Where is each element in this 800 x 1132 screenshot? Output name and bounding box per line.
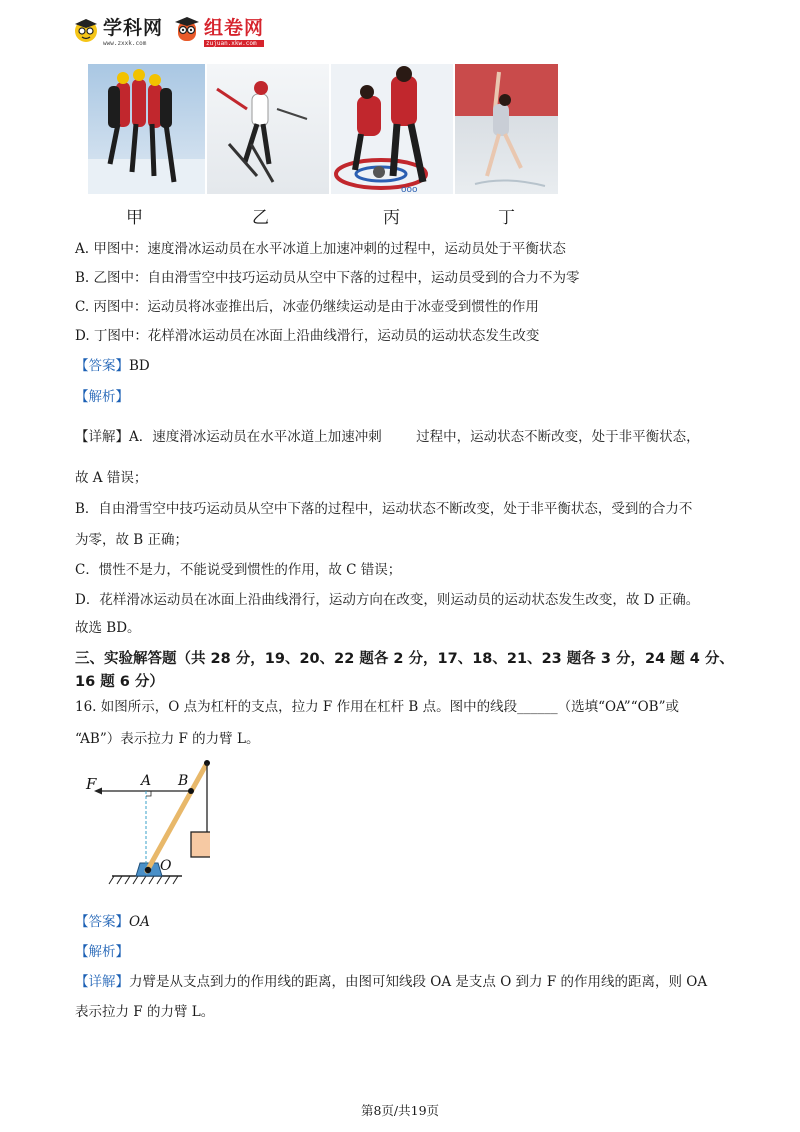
q16-answer-value: OA [129,914,150,930]
q16-analysis-tag: 【解析】 [75,944,129,960]
q15-answer [75,356,150,376]
option-a: A. 甲图中：速度滑冰运动员在水平冰道上加速冲刺的过程中，运动员处于平衡状态 [75,241,566,257]
q16-detail-text: 力臂是从支点到力的作用线的距离，由图可知线段 OA 是支点 O 到力 F 的作用线的距离，则 OA [129,974,708,990]
photo-aerial-skiing [207,64,329,194]
q15-detail-line-3: B．自由滑雪空中技巧运动员从空中下落的过程中，运动状态不断改变，处于非平衡状态，受到的合力不 [75,501,693,517]
right-angle-mark [146,791,151,796]
header-logos [72,12,264,48]
detail-tag: 【详解】 [75,974,129,990]
q15-detail-line-4: 为零，故 B 正确； [75,532,189,548]
q15-detail-line-5: C．惯性不是力，不能说受到惯性的作用，故 C 错误； [75,562,402,578]
option-d: D. 丁图中：花样滑冰运动员在冰面上沿曲线滑行，运动员的运动状态发生改变 [75,328,540,344]
figure-label-jia: 甲 [126,208,143,228]
section-heading-line-1: 三、实验解答题（共 28 分，19、20、22 题各 2 分，17、18、21、23 题各 3 分，24 题 4 分、 [75,651,734,667]
section-heading-line-2: 16 题 6 分） [75,674,164,690]
q15-answer-value: BD [129,358,150,374]
pivot-o-point [145,867,151,873]
logo-zxxk [72,13,163,47]
q15-detail-line-7: 故选 BD。 [75,620,141,636]
logo2-name: 组卷网 [204,17,265,39]
label-f: F [86,775,97,793]
label-b: B [178,773,189,789]
logo1-url: www.zxxk.com [103,40,147,47]
photo-curling [331,64,453,194]
q16-answer [75,912,150,932]
label-a: A [141,773,152,789]
point-b [188,788,194,794]
mascot-owl-icon [173,15,201,45]
svg-text:ooo: ooo [401,185,418,194]
photo-figure-skating [455,64,558,194]
answer-tag: 【答案】 [75,358,129,374]
photo-speed-skating [88,64,205,194]
logo1-name: 学科网 [103,17,164,39]
figure-label-ding: 丁 [498,208,515,228]
lever-diagram [80,755,210,890]
q15-detail-line-1 [75,427,700,447]
q15-detail-line-2: 故 A 错误； [75,470,148,486]
q15-detail-text: A．速度滑冰运动员在水平冰道上加速冲刺 过程中，运动状态不断改变，处于非平衡状态， [129,429,700,445]
figure-label-bing: 丙 [383,208,400,228]
q16-detail-line-1 [75,972,707,992]
detail-tag: 【详解】 [75,429,129,445]
logo2-sub: zujuan.xkw.com [204,40,264,47]
q16-detail-line-2: 表示拉力 F 的力臂 L。 [75,1004,215,1020]
q15-analysis-tag: 【解析】 [75,389,129,405]
mascot-face-icon [72,16,100,44]
hanging-block [191,832,210,857]
q16-stem-line-2: “AB”）表示拉力 F 的力臂 L。 [75,731,260,747]
q15-detail-line-6: D．花样滑冰运动员在冰面上沿曲线滑行，运动方向在改变，则运动员的运动状态发生改变，故 D 正确。 [75,592,700,608]
q16-stem-line-1: 16. 如图所示，O 点为杠杆的支点，拉力 F 作用在杠杆 B 点。图中的线段______（选填“OA”“OB”或 [75,699,679,715]
page-footer: 第8页/共19页 [360,1103,440,1118]
label-o: O [160,858,172,874]
answer-tag: 【答案】 [75,914,129,930]
option-b: B. 乙图中：自由滑雪空中技巧运动员从空中下落的过程中，运动员受到的合力不为零 [75,270,580,286]
figure-label-yi: 乙 [252,208,269,228]
ground-hatch [109,876,178,884]
logo-zujuan [173,13,264,47]
option-c: C. 丙图中：运动员将冰壶推出后，冰壶仍继续运动是由于冰壶受到惯性的作用 [75,299,539,315]
